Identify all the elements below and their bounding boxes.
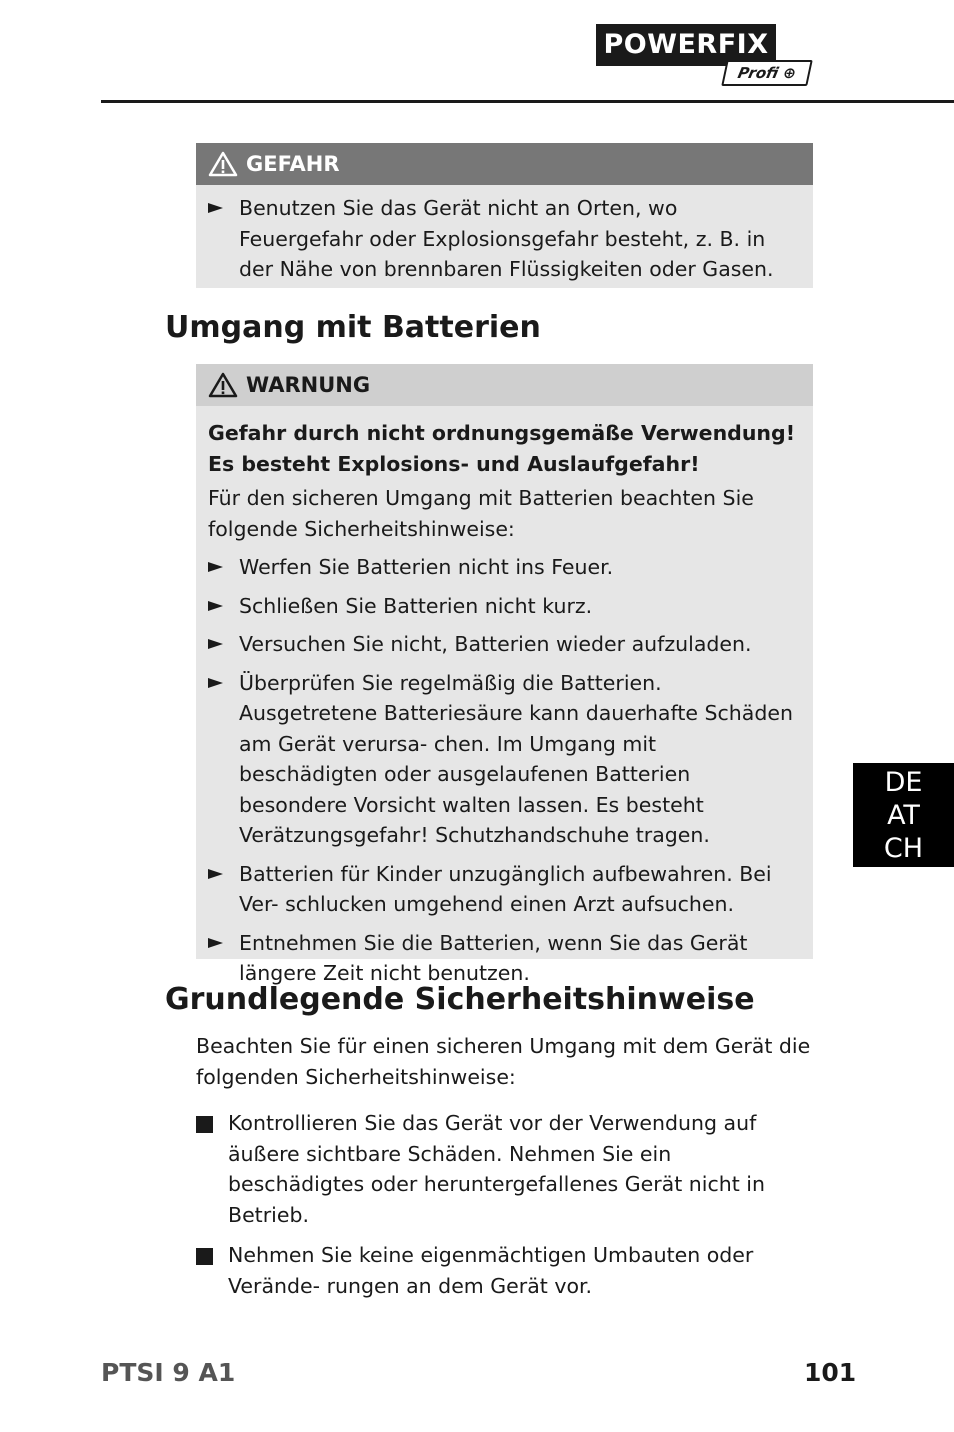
arrow-bullet-icon bbox=[208, 938, 223, 948]
danger-body bbox=[196, 185, 813, 299]
arrow-bullet-icon bbox=[208, 639, 223, 649]
warning-triangle-icon bbox=[208, 151, 238, 177]
safety-section-body bbox=[196, 1031, 813, 1311]
language-at: AT bbox=[887, 800, 920, 831]
safety-list bbox=[196, 1108, 813, 1301]
warning-box bbox=[196, 364, 813, 985]
list-item bbox=[196, 1108, 813, 1230]
language-tab bbox=[853, 763, 954, 867]
danger-header bbox=[196, 143, 813, 185]
arrow-bullet-icon bbox=[208, 203, 223, 213]
warning-intro: Für den sicheren Umgang mit Batterien beachten Sie folgende Sicherheitshinweise: bbox=[208, 486, 754, 541]
list-item-text: Schließen Sie Batterien nicht kurz. bbox=[239, 593, 593, 618]
arrow-bullet-icon bbox=[208, 869, 223, 879]
list-item bbox=[208, 552, 801, 583]
list-item-text: Entnehmen Sie die Batterien, wenn Sie das Gerät längere Zeit nicht benutzen. bbox=[239, 930, 748, 985]
square-bullet-icon bbox=[196, 1248, 213, 1265]
list-item-text: Versuchen Sie nicht, Batterien wieder aufzuladen. bbox=[239, 632, 752, 656]
warning-title: WARNUNG bbox=[246, 373, 371, 397]
safety-intro: Beachten Sie für einen sicheren Umgang mit dem Gerät die folgenden Sicherheitshinweise: bbox=[196, 1034, 811, 1089]
square-bullet-icon bbox=[196, 1116, 213, 1133]
section-heading-safety: Grundlegende Sicherheitshinweise bbox=[165, 982, 755, 1017]
list-item-text: Batterien für Kinder unzugänglich aufbewahren. Bei Ver- schlucken umgehend einen Arzt aufsuchen. bbox=[239, 861, 772, 916]
warning-bold-text: Gefahr durch nicht ordnungsgemäße Verwendung! Es besteht Explosions- und Auslaufgefahr! bbox=[208, 421, 796, 476]
list-item bbox=[208, 928, 801, 989]
list-item bbox=[208, 859, 801, 920]
header-rule bbox=[101, 100, 954, 103]
logo-brand-text: POWERFIX bbox=[596, 24, 776, 66]
arrow-bullet-icon bbox=[208, 678, 223, 688]
list-item-text: Kontrollieren Sie das Gerät vor der Verwendung auf äußere sichtbare Schäden. Nehmen Sie ein beschädigtes oder heruntergefallenes Gerät nicht in Betrieb. bbox=[228, 1111, 765, 1227]
danger-box bbox=[196, 143, 813, 288]
warning-list bbox=[208, 552, 801, 989]
arrow-bullet-icon bbox=[208, 562, 223, 572]
arrow-bullet-icon bbox=[208, 601, 223, 611]
section-heading-batteries: Umgang mit Batterien bbox=[165, 310, 541, 345]
list-item bbox=[208, 591, 801, 622]
warning-triangle-icon bbox=[208, 372, 238, 398]
list-item bbox=[208, 629, 801, 660]
language-ch: CH bbox=[883, 833, 924, 864]
logo-sub-text: Profi ⊕ bbox=[721, 60, 813, 86]
footer-model: PTSI 9 A1 bbox=[101, 1358, 236, 1387]
list-item-text: Nehmen Sie keine eigenmächtigen Umbauten oder Verände- rungen an dem Gerät vor. bbox=[228, 1243, 754, 1298]
danger-title: GEFAHR bbox=[246, 152, 340, 176]
list-item bbox=[208, 668, 801, 851]
danger-list bbox=[208, 193, 801, 285]
warning-body bbox=[196, 406, 813, 1003]
language-de: DE bbox=[884, 767, 923, 798]
list-item bbox=[208, 193, 801, 285]
list-item-text: Benutzen Sie das Gerät nicht an Orten, wo Feuergefahr oder Explosionsgefahr besteht, z. B. in der Nähe von brennbaren Flüssigkeiten oder Gasen. bbox=[239, 196, 774, 281]
list-item bbox=[196, 1240, 813, 1301]
page-number: 101 bbox=[804, 1358, 857, 1387]
logo-sub-label: Profi bbox=[736, 64, 781, 82]
list-item-text: Überprüfen Sie regelmäßig die Batterien. Ausgetretene Batteriesäure kann dauerhafte Schäden am Gerät verursa- chen. Im Umgang mit beschädigten oder ausgelaufenen Batterien besondere Vorsicht walten lassen. Es besteht Verätzungsgefahr! Schutzhandschuhe tragen. bbox=[239, 670, 793, 847]
list-item-text: Werfen Sie Batterien nicht ins Feuer. bbox=[239, 555, 614, 579]
warning-header bbox=[196, 364, 813, 406]
brand-logo bbox=[596, 24, 810, 84]
